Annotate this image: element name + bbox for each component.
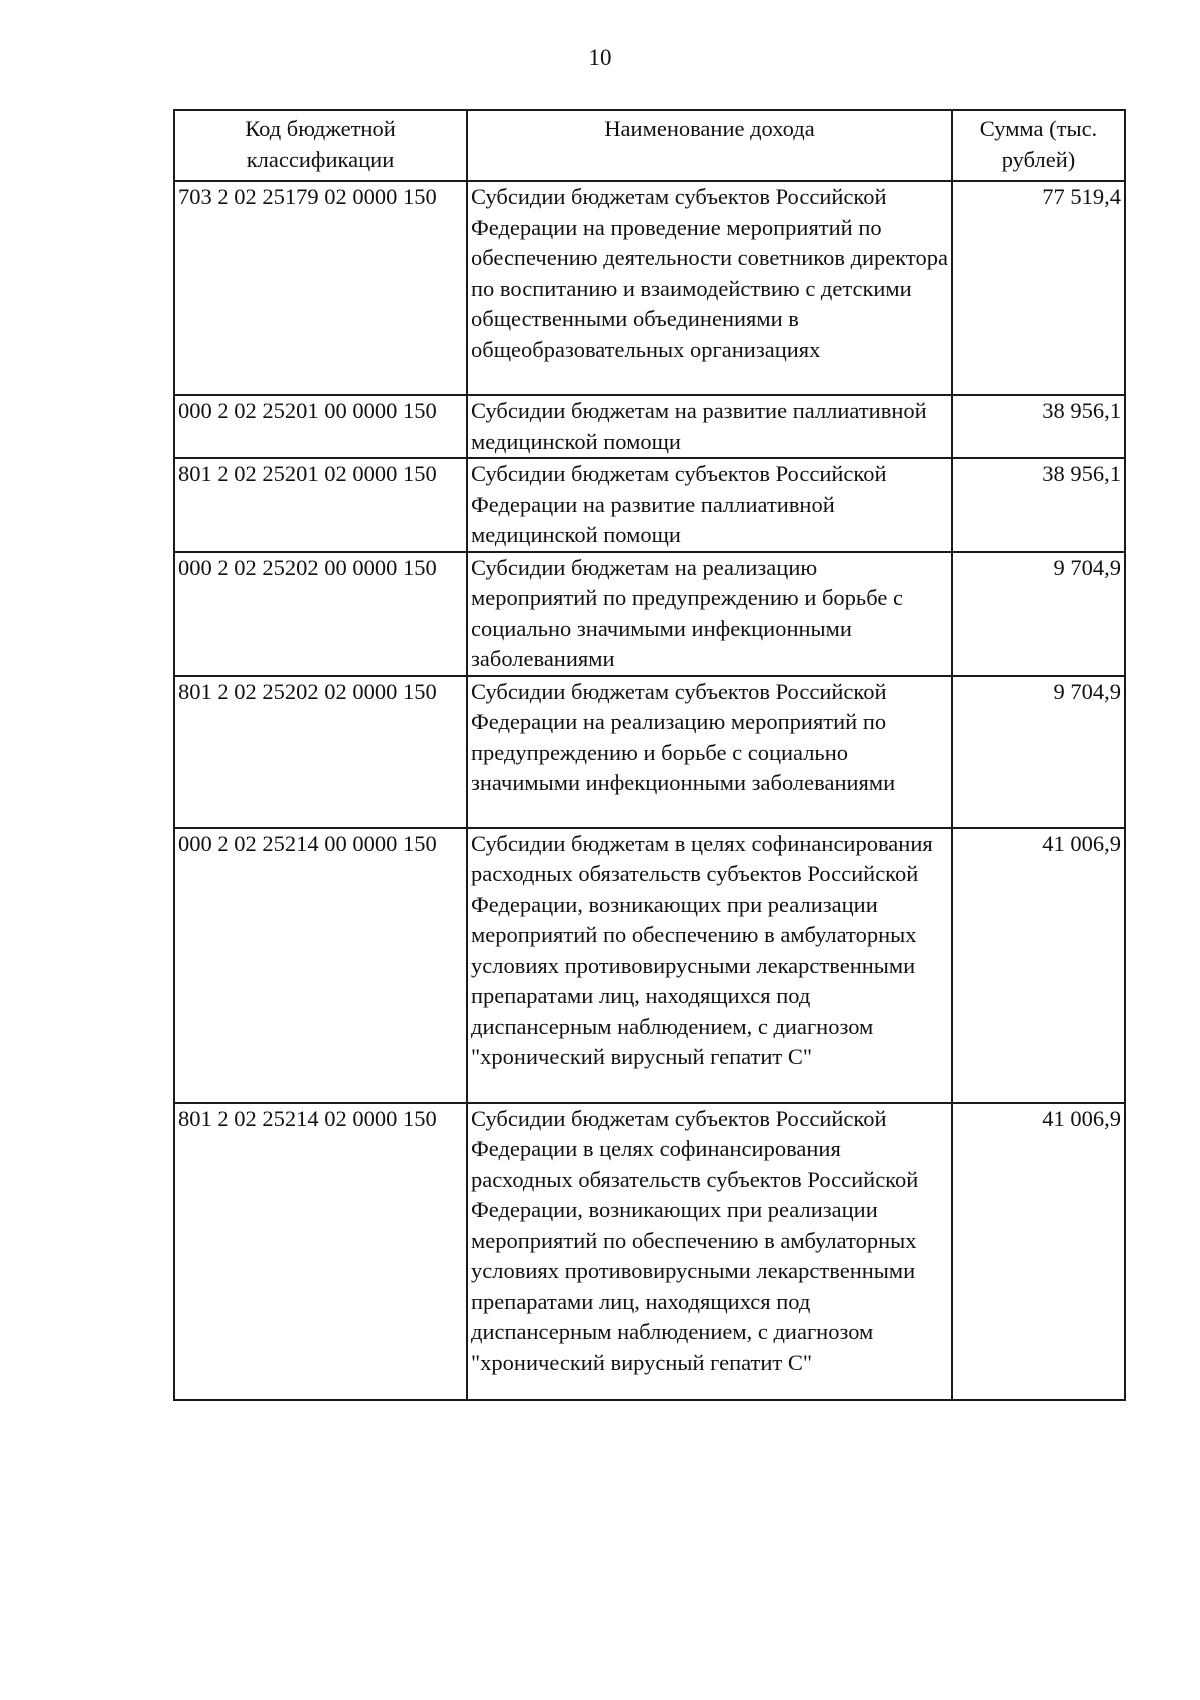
name-cell: Субсидии бюджетам субъектов Российской Федерации на реализацию мероприятий по предупреждению и борьбе с социально значимыми инфекционными заболеваниями (467, 676, 952, 828)
table-row (174, 458, 1125, 552)
sum-cell: 9 704,9 (952, 676, 1125, 828)
table-row (174, 676, 1125, 828)
header-row (174, 110, 1125, 181)
code-cell: 801 2 02 25214 02 0000 150 (174, 1103, 467, 1400)
sum-cell: 38 956,1 (952, 458, 1125, 552)
code-cell: 801 2 02 25202 02 0000 150 (174, 676, 467, 828)
header-sum: Сумма (тыс. рублей) (952, 110, 1125, 181)
code-cell: 000 2 02 25214 00 0000 150 (174, 828, 467, 1103)
name-cell: Субсидии бюджетам субъектов Российской Федерации на развитие паллиативной медицинской помощи (467, 458, 952, 552)
table-body (174, 181, 1125, 1400)
name-cell: Субсидии бюджетам на развитие паллиативной медицинской помощи (467, 395, 952, 458)
sum-cell: 41 006,9 (952, 1103, 1125, 1400)
table-header (174, 110, 1125, 181)
sum-cell: 77 519,4 (952, 181, 1125, 395)
table-row (174, 1103, 1125, 1400)
header-code: Код бюджетной классификации (174, 110, 467, 181)
table-row (174, 395, 1125, 458)
name-cell: Субсидии бюджетам в целях софинансирования расходных обязательств субъектов Российской Федерации, возникающих при реализации мероприятий по обеспечению в амбулаторных условиях противовирусными лекарственными препаратами лиц, находящихся под диспансерным наблюдением, с диагнозом "хронический вирусный гепатит С" (467, 828, 952, 1103)
sum-cell: 9 704,9 (952, 552, 1125, 676)
table-row (174, 181, 1125, 395)
table-row (174, 828, 1125, 1103)
name-cell: Субсидии бюджетам на реализацию мероприятий по предупреждению и борьбе с социально значимыми инфекционными заболеваниями (467, 552, 952, 676)
name-cell: Субсидии бюджетам субъектов Российской Федерации в целях софинансирования расходных обязательств субъектов Российской Федерации, возникающих при реализации мероприятий по обеспечению в амбулаторных условиях противовирусными лекарственными препаратами лиц, находящихся под диспансерным наблюдением, с диагнозом "хронический вирусный гепатит С" (467, 1103, 952, 1400)
header-name: Наименование дохода (467, 110, 952, 181)
sum-cell: 38 956,1 (952, 395, 1125, 458)
table-row (174, 552, 1125, 676)
code-cell: 000 2 02 25201 00 0000 150 (174, 395, 467, 458)
page-number: 10 (588, 45, 612, 70)
sum-cell: 41 006,9 (952, 828, 1125, 1103)
code-cell: 000 2 02 25202 00 0000 150 (174, 552, 467, 676)
code-cell: 801 2 02 25201 02 0000 150 (174, 458, 467, 552)
name-cell: Субсидии бюджетам субъектов Российской Федерации на проведение мероприятий по обеспечению деятельности советников директора по воспитанию и взаимодействию с детскими общественными объединениями в общеобразовательных организациях (467, 181, 952, 395)
revenue-table (173, 109, 1126, 1401)
code-cell: 703 2 02 25179 02 0000 150 (174, 181, 467, 395)
